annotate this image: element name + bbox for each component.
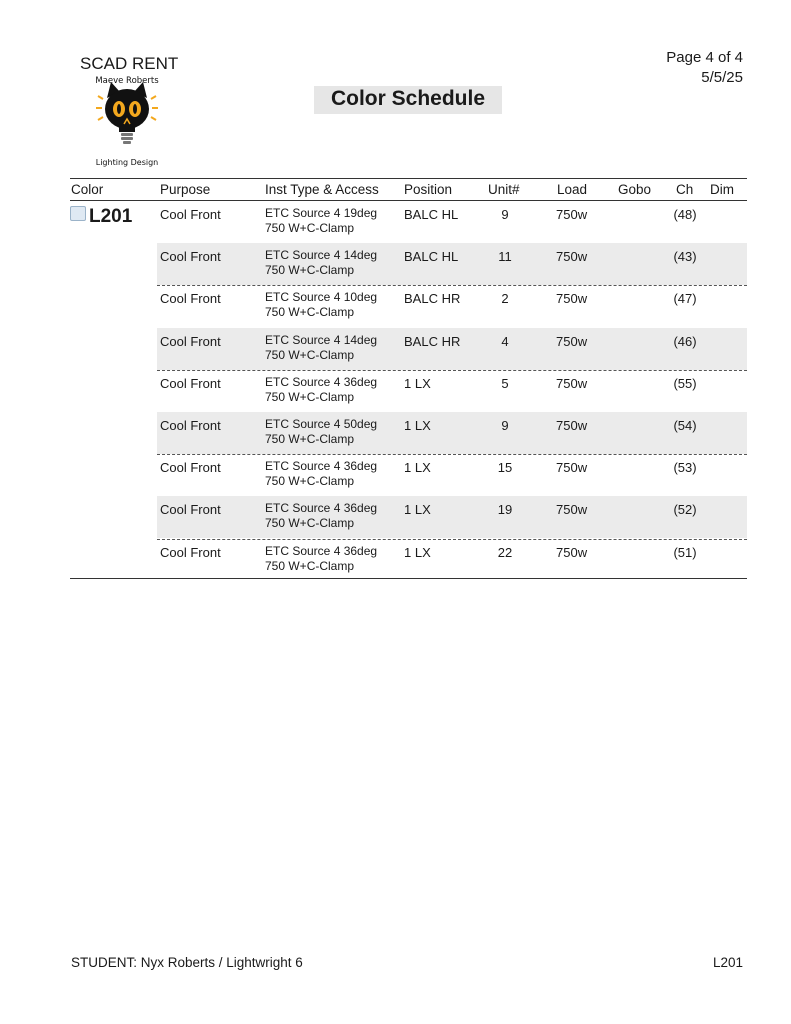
col-header-color: Color [71, 182, 104, 197]
inst-type-line: ETC Source 4 36deg [265, 501, 378, 516]
cell-inst-type [265, 333, 377, 363]
cell-purpose: Cool Front [160, 502, 221, 518]
cell-position: BALC HR [404, 291, 461, 307]
col-header-dim: Dim [710, 182, 734, 197]
table-row [157, 370, 747, 412]
page-title: Color Schedule [330, 87, 486, 110]
page-number: Page 4 of 4 [666, 49, 743, 66]
inst-access-line: 750 W+C-Clamp [265, 474, 355, 489]
table-row [157, 285, 747, 327]
table-row [157, 201, 747, 243]
cell-inst-type [265, 544, 377, 574]
inst-type-line: ETC Source 4 19deg [265, 206, 378, 220]
table-row [157, 243, 747, 285]
cell-channel: (48) [673, 207, 697, 222]
table-row [157, 496, 747, 538]
cell-purpose: Cool Front [160, 291, 221, 307]
cell-position: 1 LX [404, 502, 431, 518]
cell-inst-type [265, 248, 377, 278]
cell-inst-type [265, 417, 377, 447]
logo-designer: Maeve Roberts [95, 76, 159, 86]
cell-purpose: Cool Front [160, 375, 221, 391]
logo-subtitle: Lighting Design [95, 158, 159, 167]
footer-color-code: L201 [712, 955, 743, 970]
cell-load: 750w [556, 291, 588, 307]
cell-position: 1 LX [404, 460, 431, 476]
table-bottom-rule [70, 578, 747, 579]
inst-type-line: ETC Source 4 14deg [265, 248, 378, 263]
cell-channel: (43) [673, 249, 697, 265]
cell-purpose: Cool Front [160, 460, 221, 476]
cell-load: 750w [556, 544, 588, 560]
col-header-position: Position [404, 182, 453, 197]
cell-position: 1 LX [404, 375, 431, 391]
col-header-unit: Unit# [488, 182, 520, 197]
cell-unit: 15 [497, 460, 513, 476]
inst-access-line: 750 W+C-Clamp [265, 221, 355, 235]
cell-channel: (54) [673, 418, 697, 433]
cell-channel: (51) [673, 544, 697, 560]
inst-access-line: 750 W+C-Clamp [265, 516, 355, 531]
cell-inst-type [265, 375, 377, 405]
inst-access-line: 750 W+C-Clamp [265, 558, 355, 573]
cell-unit: 4 [501, 333, 509, 349]
footer-student: STUDENT: Nyx Roberts / Lightwright 6 [71, 955, 303, 970]
table-row [157, 328, 747, 370]
inst-type-line: ETC Source 4 36deg [265, 459, 378, 474]
lighting-design-logo [86, 72, 168, 170]
cell-inst-type [265, 290, 377, 320]
table-top-rule [70, 178, 747, 179]
cell-load: 750w [556, 249, 588, 265]
cell-load: 750w [556, 333, 588, 349]
inst-access-line: 750 W+C-Clamp [265, 305, 355, 320]
cell-inst-type [265, 501, 377, 531]
inst-type-line: ETC Source 4 10deg [265, 290, 378, 305]
cell-unit: 19 [497, 502, 513, 518]
cell-position: BALC HR [404, 333, 461, 349]
inst-access-line: 750 W+C-Clamp [265, 432, 355, 446]
col-header-load: Load [557, 182, 588, 197]
company-name: SCAD RENT [80, 54, 179, 73]
inst-type-line: ETC Source 4 36deg [265, 543, 378, 558]
cell-position: 1 LX [404, 418, 431, 433]
cell-position: 1 LX [404, 544, 431, 560]
cat-bulb-icon [86, 72, 168, 170]
cell-channel: (46) [673, 333, 697, 349]
cell-unit: 2 [501, 291, 509, 307]
cell-load: 750w [556, 207, 588, 222]
table-row [157, 454, 747, 496]
print-date: 5/5/25 [701, 69, 743, 86]
col-header-gobo: Gobo [618, 182, 652, 197]
cell-purpose: Cool Front [160, 333, 221, 349]
inst-access-line: 750 W+C-Clamp [265, 389, 355, 404]
table-row [157, 412, 747, 454]
col-header-purpose: Purpose [160, 182, 211, 197]
cell-load: 750w [556, 460, 588, 476]
inst-access-line: 750 W+C-Clamp [265, 347, 355, 362]
cell-channel: (55) [673, 375, 697, 391]
cell-unit: 22 [497, 544, 513, 560]
inst-access-line: 750 W+C-Clamp [265, 263, 355, 278]
cell-inst-type [265, 206, 377, 236]
inst-type-line: ETC Source 4 36deg [265, 374, 378, 389]
col-header-ch: Ch [676, 182, 694, 197]
cell-inst-type [265, 459, 377, 489]
cell-unit: 11 [498, 249, 512, 265]
cell-unit: 9 [501, 207, 509, 222]
cell-load: 750w [556, 418, 588, 433]
cell-position: BALC HL [404, 207, 459, 222]
cell-unit: 9 [501, 418, 509, 433]
inst-type-line: ETC Source 4 50deg [265, 417, 378, 431]
color-group-label: L201 [89, 206, 133, 227]
cell-purpose: Cool Front [160, 207, 221, 222]
cell-purpose: Cool Front [160, 544, 221, 560]
cell-purpose: Cool Front [160, 249, 221, 265]
cell-channel: (52) [673, 502, 697, 518]
cell-position: BALC HL [404, 249, 459, 265]
color-swatch [70, 206, 86, 221]
cell-load: 750w [556, 502, 588, 518]
table-row [157, 539, 747, 581]
page-info [666, 48, 743, 88]
col-header-inst-type: Inst Type & Access [265, 182, 379, 197]
inst-type-line: ETC Source 4 14deg [265, 332, 378, 347]
cell-unit: 5 [501, 375, 509, 391]
cell-purpose: Cool Front [160, 418, 221, 433]
cell-channel: (53) [673, 460, 697, 476]
cell-channel: (47) [673, 291, 697, 307]
cell-load: 750w [556, 375, 588, 391]
